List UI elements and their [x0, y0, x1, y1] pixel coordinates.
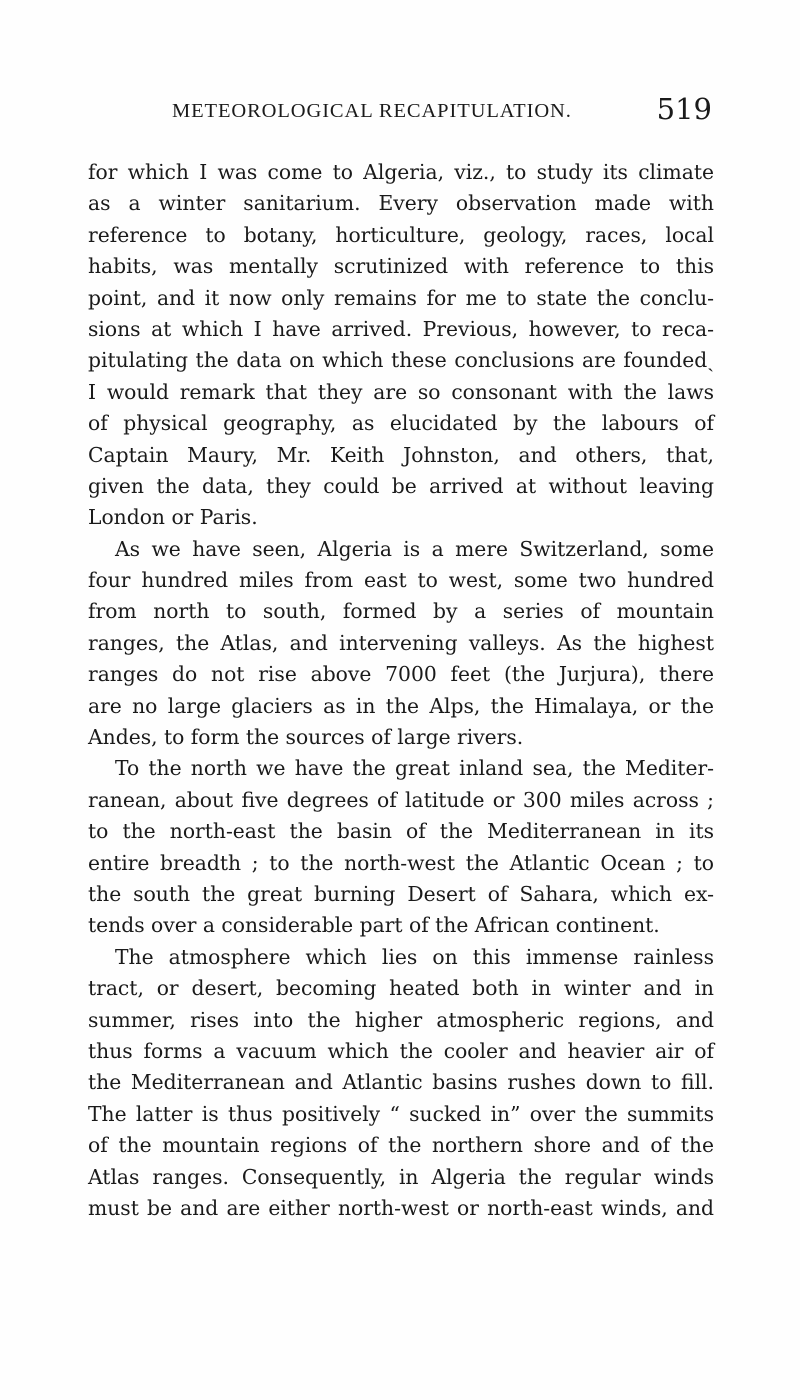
text-line: given the data, they could be arrived at without leaving	[88, 473, 714, 498]
text-line: habits, was mentally scrutinized with reference to this	[88, 254, 714, 279]
text-line: for which I was come to Algeria, viz., to study its climate	[88, 160, 714, 184]
paragraph	[88, 753, 714, 941]
text-line: To the north we have the great inland sea, the Mediter-	[115, 756, 714, 781]
running-title: METEOROLOGICAL RECAPITULATION.	[172, 100, 572, 122]
text-line: Atlas ranges. Consequently, in Algeria the regular winds	[88, 1164, 714, 1189]
text-line: four hundred miles from east to west, some two hundred	[88, 568, 714, 593]
text-line: of physical geography, as elucidated by the labours of	[88, 411, 714, 436]
text-line: sions at which I have arrived. Previous, however, to reca-	[88, 316, 714, 341]
text-line: reference to botany, horticulture, geology, races, local	[88, 222, 714, 247]
text-line: ranean, about five degrees of latitude or 300 miles across ;	[88, 787, 714, 812]
text-line: from north to south, formed by a series of mountain	[88, 599, 714, 624]
page-number: 519	[656, 92, 712, 126]
text-line: of the mountain regions of the northern shore and of the	[88, 1133, 714, 1158]
text-line: tract, or desert, becoming heated both in winter and in	[88, 976, 714, 1001]
running-head	[172, 92, 712, 126]
text-line: Andes, to form the sources of large rivers.	[88, 725, 524, 750]
text-line: point, and it now only remains for me to state the conclu-	[88, 285, 714, 310]
text-line: thus forms a vacuum which the cooler and heavier air of	[88, 1038, 714, 1063]
text-line: summer, rises into the higher atmospheric regions, and	[88, 1007, 714, 1032]
paragraph	[88, 942, 714, 1225]
text-line: are no large glaciers as in the Alps, the Himalaya, or the	[88, 693, 714, 718]
body-text	[88, 157, 714, 1224]
text-line: London or Paris.	[88, 505, 258, 530]
text-line: entire breadth ; to the north-west the Atlantic Ocean ; to	[88, 850, 714, 875]
text-line: the south the great burning Desert of Sahara, which ex-	[88, 881, 714, 906]
text-line: ranges, the Atlas, and intervening valleys. As the highest	[88, 630, 714, 655]
text-line: tends over a considerable part of the African continent.	[88, 913, 660, 938]
text-line: I would remark that they are so consonant with the laws	[88, 379, 714, 404]
text-line: pitulating the data on which these conclusions are foundedˏ	[88, 348, 714, 373]
text-line: ranges do not rise above 7000 feet (the Jurjura), there	[88, 662, 714, 687]
text-line: The latter is thus positively “ sucked in” over the summits	[88, 1101, 714, 1126]
text-line: as a winter sanitarium. Every observation made with	[88, 191, 714, 216]
text-line: to the north-east the basin of the Mediterranean in its	[88, 819, 714, 844]
text-line: Captain Maury, Mr. Keith Johnston, and others, that,	[88, 442, 714, 467]
text-line: must be and are either north-west or north-east winds, and	[88, 1195, 714, 1220]
paragraph	[88, 534, 714, 754]
text-line: As we have seen, Algeria is a mere Switzerland, some	[115, 536, 714, 561]
text-line: the Mediterranean and Atlantic basins rushes down to fill.	[88, 1070, 714, 1095]
text-line: The atmosphere which lies on this immense rainless	[115, 944, 714, 969]
paragraph	[88, 157, 714, 534]
